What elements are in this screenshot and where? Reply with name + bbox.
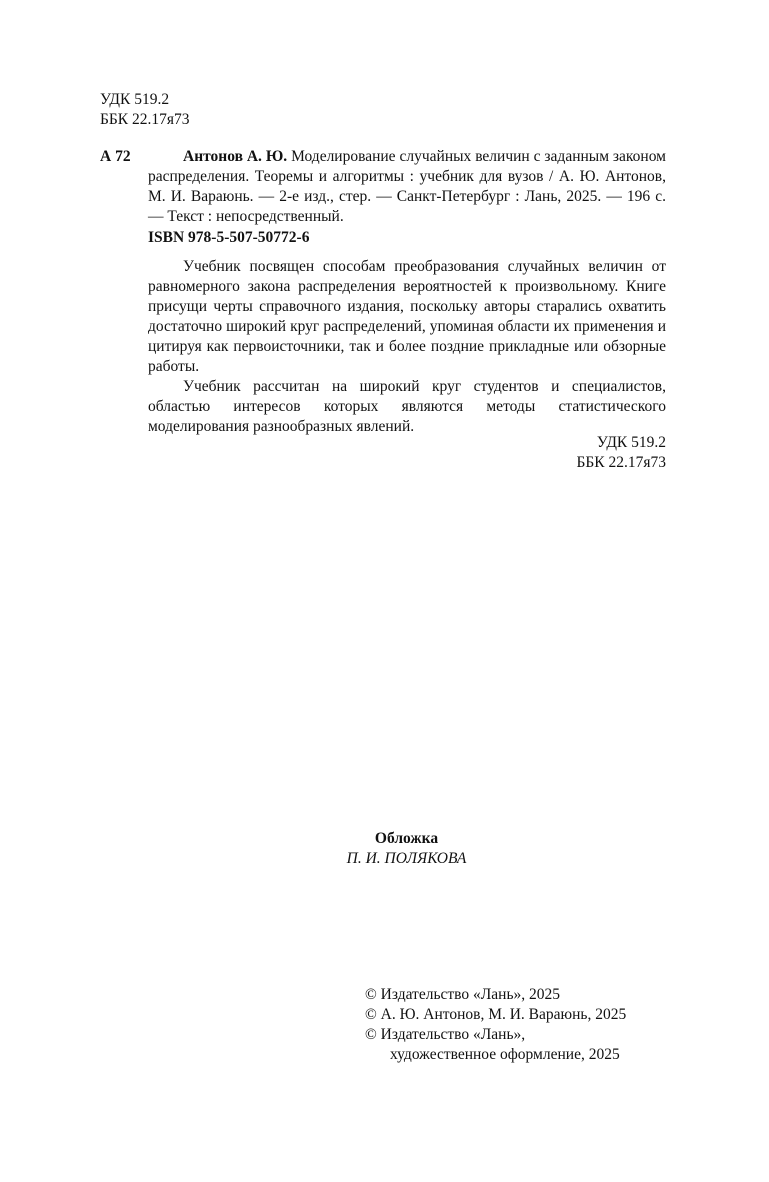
copyright-line: художественное оформление, 2025: [390, 1046, 620, 1063]
bbk-code: ББК 22.17я73: [576, 454, 666, 471]
copyright-block: [365, 985, 685, 1065]
bbk-code: ББК 22.17я73: [100, 111, 190, 128]
cover-credit: [0, 829, 769, 869]
annotation-paragraph: Учебник рассчитан на широкий круг студентов и специалистов, областью интересов которых являются методы статистического моделирования разнообразных явлений.: [148, 378, 666, 435]
cover-designer: П. И. ПОЛЯКОВА: [346, 850, 467, 867]
cover-label: Обложка: [374, 830, 439, 847]
bibliographic-description: Моделирование случайных величин с заданным законом распределения. Теоремы и алгоритмы : учебник для вузов / А. Ю. Антонов, М. И. Вараюнь. — 2-е изд., стер. — Санкт-Петербург : Лань, 2025. — 196 с. — Текст : непосредственный.: [148, 148, 666, 225]
copyright-line: © А. Ю. Антонов, М. И. Вараюнь, 2025: [365, 1006, 627, 1023]
udk-bbk-footer: [500, 433, 666, 473]
isbn: ISBN 978-5-507-50772-6: [148, 229, 310, 246]
copyright-line: © Издательство «Лань», 2025: [365, 986, 561, 1003]
author-name: Антонов А. Ю.: [183, 148, 288, 165]
author-cipher: А 72: [100, 148, 131, 165]
bibliographic-record: [148, 147, 666, 227]
copyright-line: © Издательство «Лань»,: [365, 1026, 526, 1043]
udk-bbk-header: [100, 90, 190, 130]
udk-code: УДК 519.2: [100, 91, 170, 108]
annotation-paragraph: Учебник посвящен способам преобразования случайных величин от равномерного закона распределения вероятностей к произвольному. Книге присущи черты справочного издания, поскольку авторы старались охватить достаточно широкий круг распределений, упоминая области их применения и цитируя как первоисточники, так и более поздние прикладные или обзорные работы.: [148, 258, 666, 375]
annotation: [148, 257, 666, 437]
udk-code: УДК 519.2: [596, 434, 666, 451]
